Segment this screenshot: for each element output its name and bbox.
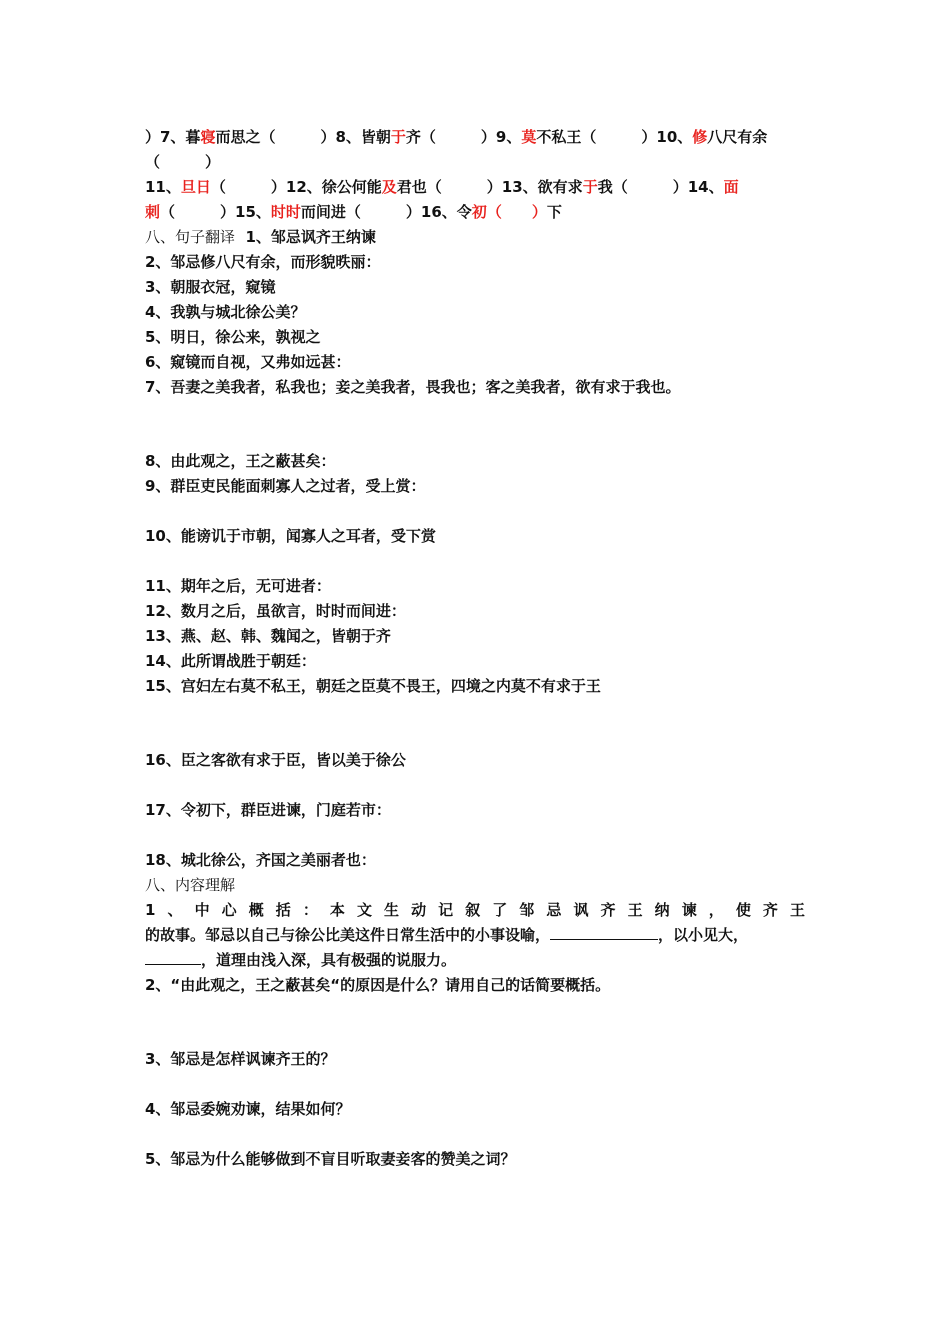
vocab-highlight: 及 — [381, 178, 397, 196]
sentence: 16、臣之客欲有求于臣，皆以美于徐公 — [145, 751, 406, 769]
vocab-highlight: 刺 — [145, 203, 161, 221]
section-heading-translate: 八、句子翻译 1、邹忌讽齐王纳谏 — [145, 228, 376, 246]
sentence: 4、我孰与城北徐公美？ — [145, 303, 306, 321]
answer-blank[interactable] — [145, 950, 201, 965]
vocab-highlight: 时时 — [270, 203, 301, 221]
sentence: 17、令初下，群臣进谏，门庭若市： — [145, 801, 391, 819]
vocab-highlight: （ ） — [486, 203, 547, 221]
question-1-line-1: 1、中心概括：本文生动记叙了邹忌讽齐王纳谏，使齐王 — [145, 901, 805, 919]
vocab-text: 不私王（ ）10、 — [536, 128, 693, 146]
vocab-text: 八尺有余 — [707, 128, 768, 146]
vocab-text: 而间进（ ）16、令 — [300, 203, 472, 221]
sentence: 14、此所谓战胜于朝廷： — [145, 652, 316, 670]
vocab-line-1 — [145, 127, 767, 147]
answer-blank[interactable] — [550, 925, 658, 940]
sentence: 7、吾妻之美我者，私我也；妾之美我者，畏我也；客之美我者，欲有求于我也。 — [145, 378, 681, 396]
sentence: 9、群臣吏民能面刺寡人之过者，受上赏： — [145, 477, 426, 495]
vocab-text: 下 — [546, 203, 562, 221]
vocab-text: 11、 — [145, 178, 181, 196]
vocab-text: （ ）12、徐公何能 — [210, 178, 382, 196]
vocab-highlight: 面 — [723, 178, 739, 196]
vocab-highlight: 修 — [692, 128, 708, 146]
sentence: 5、明日，徐公来，孰视之 — [145, 328, 321, 346]
sentence: 2、邹忌修八尺有余，而形貌昳丽： — [145, 253, 381, 271]
vocab-line-4 — [145, 202, 562, 222]
vocab-text: （ ）15、 — [160, 203, 271, 221]
sentence: 10、能谤讥于市朝，闻寡人之耳者，受下赏 — [145, 527, 436, 545]
vocab-highlight: 初 — [471, 203, 487, 221]
sentence: 1、邹忌讽齐王纳谏 — [245, 228, 376, 246]
question-3: 3、邹忌是怎样讽谏齐王的？ — [145, 1050, 336, 1068]
vocab-text: ）7、暮 — [145, 128, 201, 146]
question-1-line-2: 的故事。邹忌以自己与徐公比美这件日常生活中的小事设喻， ，以小见大， — [145, 926, 749, 944]
sentence: 8、由此观之，王之蔽甚矣： — [145, 452, 336, 470]
question-5: 5、邹忌为什么能够做到不盲目听取妻妾客的赞美之词？ — [145, 1150, 516, 1168]
section-heading-content: 八、内容理解 — [145, 876, 236, 894]
vocab-line-3 — [145, 177, 739, 197]
question-2: 2、“由此观之，王之蔽甚矣“的原因是什么？请用自己的话简要概括。 — [145, 976, 611, 994]
vocab-text: 齐（ ）9、 — [405, 128, 522, 146]
sentence: 13、燕、赵、韩、魏闻之，皆朝于齐 — [145, 627, 391, 645]
sentence: 11、期年之后，无可进者： — [145, 577, 331, 595]
vocab-highlight: 旦日 — [180, 178, 211, 196]
sentence: 6、窥镜而自视，又弗如远甚： — [145, 353, 351, 371]
question-1-line-3: ，道理由浅入深，具有极强的说服力。 — [145, 950, 456, 970]
sentence: 15、宫妇左右莫不私王，朝廷之臣莫不畏王，四境之内莫不有求于王 — [145, 677, 601, 695]
question-4: 4、邹忌委婉劝谏，结果如何？ — [145, 1100, 351, 1118]
vocab-highlight: 于 — [582, 178, 598, 196]
vocab-text: 我（ ）14、 — [597, 178, 724, 196]
vocab-text: 而思之（ ）8、皆朝 — [215, 128, 391, 146]
vocab-highlight: 于 — [390, 128, 406, 146]
vocab-line-2: （ ） — [145, 153, 221, 171]
sentence: 12、数月之后，虽欲言，时时而间进： — [145, 602, 406, 620]
vocab-text: 君也（ ）13、欲有求 — [396, 178, 583, 196]
vocab-highlight: 莫 — [521, 128, 537, 146]
sentence: 3、朝服衣冠，窥镜 — [145, 278, 276, 296]
vocab-highlight: 寝 — [200, 128, 216, 146]
sentence: 18、城北徐公，齐国之美丽者也： — [145, 851, 376, 869]
